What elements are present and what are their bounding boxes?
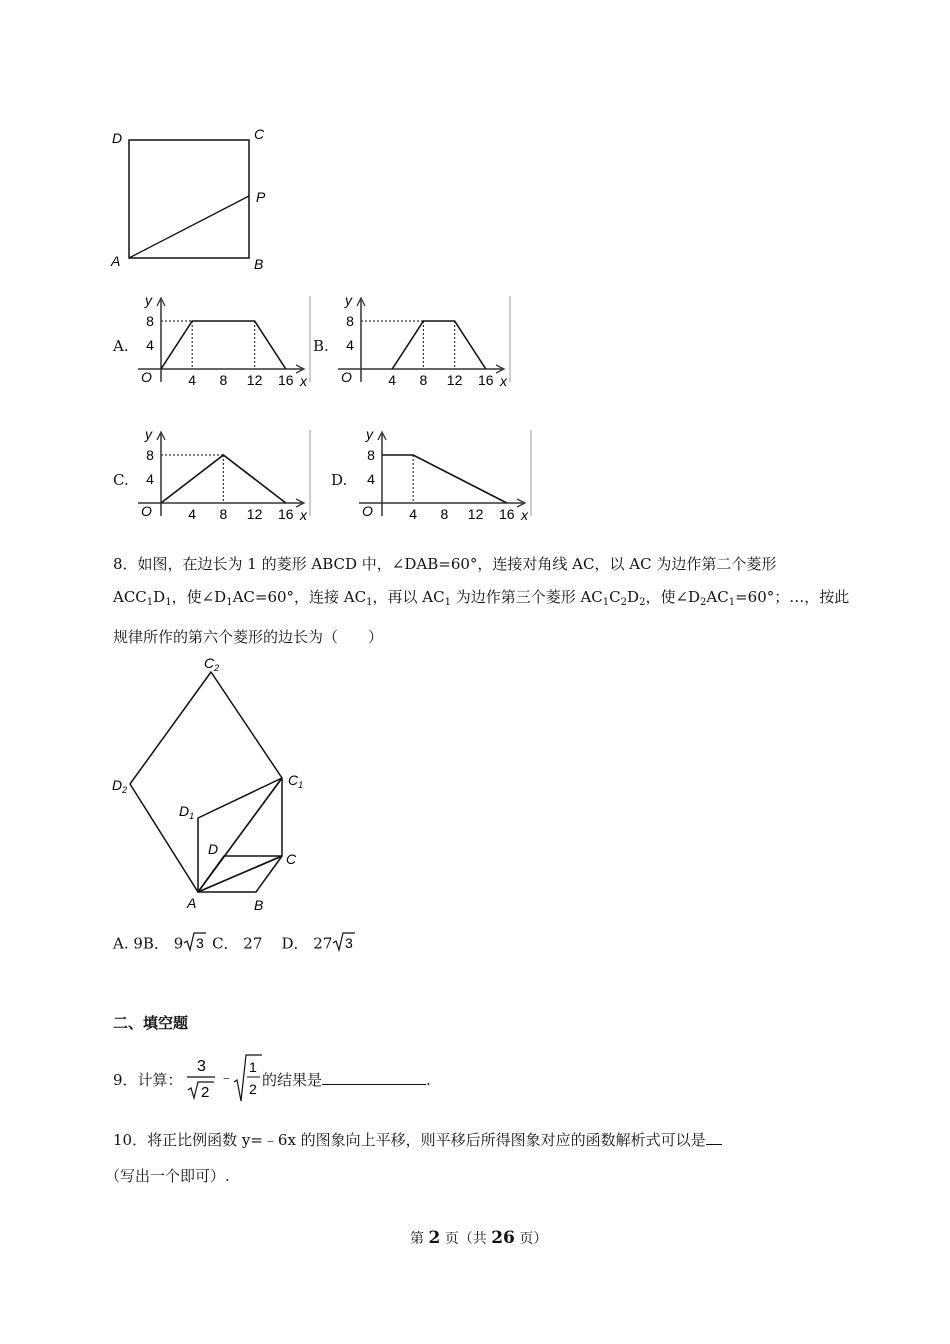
y-tick-label: 4 — [146, 337, 154, 353]
x-tick-label: 4 — [188, 506, 197, 522]
page-footer: 第 2 页（共 26 页） — [410, 1228, 548, 1248]
diagonal-ac1 — [198, 778, 282, 892]
svg-text:2: 2 — [249, 1081, 257, 1097]
graph-line — [392, 321, 486, 369]
label-c: C — [286, 851, 297, 867]
option-c: C． 27 — [212, 934, 263, 953]
y-axis-label: y — [145, 294, 152, 308]
x-tick-label: 8 — [219, 372, 228, 388]
label-p: P — [256, 189, 266, 205]
y-tick-label: 8 — [367, 447, 375, 463]
origin-label: O — [141, 503, 152, 519]
option-d-letter: D. — [331, 471, 348, 489]
label-d1: $D_1$ — [179, 803, 195, 821]
q9-prefix: 9．计算： — [113, 1071, 183, 1089]
segment-ap — [129, 196, 249, 258]
x-tick-label: 16 — [278, 372, 294, 388]
sqrt-3-icon — [183, 931, 207, 958]
x-axis-label: x — [300, 373, 307, 389]
q10-line2: （写出一个即可）. — [105, 1167, 230, 1185]
x-tick-label: 16 — [499, 506, 515, 522]
y-tick-label: 8 — [146, 313, 154, 329]
page-total: 26 — [491, 1228, 515, 1248]
answer-blank[interactable] — [706, 1130, 722, 1145]
option-b-graph — [336, 294, 512, 390]
x-tick-label: 12 — [246, 506, 263, 522]
x-tick-label: 4 — [388, 372, 397, 388]
q8-line2: $ACC_1D_1$，使$\angle D_1AC=60^\circ$，连接 $AC_1$，再以 $AC_1$ 为边作第三个菱形 $AC_1C_2D_2$，使$\angle D_2AC_1=60^\circ$；…，按此 — [113, 588, 850, 608]
option-a-graph — [136, 294, 312, 390]
label-c2: $C_2$ — [204, 655, 220, 673]
x-axis-label: x — [500, 373, 507, 389]
label-d: D — [208, 841, 219, 857]
origin-label: O — [141, 369, 152, 385]
option-d: D． — [281, 934, 309, 953]
q8-line3: 规律所作的第六个菱形的边长为（ ） — [113, 628, 384, 646]
q8-options: A. 9B． 9 3 C． 27 D． 27 3 — [113, 931, 356, 958]
label-d: D — [112, 130, 123, 146]
option-c-graph — [136, 428, 312, 524]
label-c1: $C_1$ — [288, 772, 304, 790]
x-tick-label: 8 — [219, 506, 228, 522]
option-b-letter: B. — [313, 337, 329, 355]
label-a: A — [187, 895, 197, 911]
graph-line — [382, 455, 507, 503]
option-c-letter: C. — [113, 471, 129, 489]
q8-line1: 8．如图，在边长为 1 的菱形 ABCD 中，∠DAB=60°，连接对角线 AC，以 AC 为边作第二个菱形 — [113, 555, 777, 573]
y-axis-label: y — [145, 428, 152, 442]
x-tick-label: 8 — [419, 372, 428, 388]
svg-text:3: 3 — [345, 935, 354, 951]
svg-text:﹣: ﹣ — [219, 1069, 235, 1086]
y-tick-label: 4 — [146, 471, 154, 487]
rhombus-ac2c1d2 — [130, 672, 282, 892]
x-axis-label: x — [521, 507, 528, 523]
x-tick-label: 4 — [188, 372, 197, 388]
origin-label: O — [362, 503, 373, 519]
y-tick-label: 4 — [346, 337, 354, 353]
option-a-letter: A. — [113, 337, 129, 355]
svg-text:1: 1 — [249, 1059, 257, 1075]
page-number: 2 — [428, 1228, 441, 1248]
q10-line1: 10．将正比例函数 y=﹣6x 的图象向上平移，则平移后所得图象对应的函数解析式可以是 — [113, 1130, 722, 1150]
section-title: 二、填空题 — [113, 1014, 189, 1032]
rhombus-figure — [108, 652, 314, 914]
sqrt-3-icon — [332, 931, 356, 958]
svg-text:3: 3 — [196, 935, 205, 951]
x-tick-label: 16 — [278, 506, 294, 522]
y-axis-label: y — [345, 294, 352, 308]
origin-label: O — [341, 369, 352, 385]
x-tick-label: 8 — [440, 506, 449, 522]
label-b: B — [254, 897, 264, 913]
x-tick-label: 12 — [246, 372, 263, 388]
y-tick-label: 8 — [146, 447, 154, 463]
x-tick-label: 16 — [478, 372, 494, 388]
option-d-graph — [357, 428, 533, 524]
x-axis-label: x — [300, 507, 307, 523]
square-abcd — [129, 140, 249, 258]
square-figure — [108, 124, 278, 274]
answer-blank[interactable] — [322, 1070, 426, 1085]
x-tick-label: 4 — [409, 506, 418, 522]
y-axis-label: y — [366, 428, 373, 442]
x-tick-label: 12 — [446, 372, 463, 388]
label-a: A — [111, 253, 121, 269]
label-c: C — [254, 126, 265, 142]
graph-line — [161, 321, 286, 369]
q9-suffix: 的结果是 . — [262, 1071, 431, 1089]
y-tick-label: 4 — [367, 471, 375, 487]
q9-expression — [185, 1052, 263, 1104]
label-b: B — [254, 256, 264, 272]
option-b: B． — [142, 934, 169, 953]
option-a: A. 9 — [113, 934, 143, 953]
label-d2: $D_2$ — [112, 777, 128, 795]
svg-text:2: 2 — [201, 1084, 210, 1101]
svg-text:3: 3 — [197, 1058, 206, 1075]
y-tick-label: 8 — [346, 313, 354, 329]
x-tick-label: 12 — [467, 506, 484, 522]
